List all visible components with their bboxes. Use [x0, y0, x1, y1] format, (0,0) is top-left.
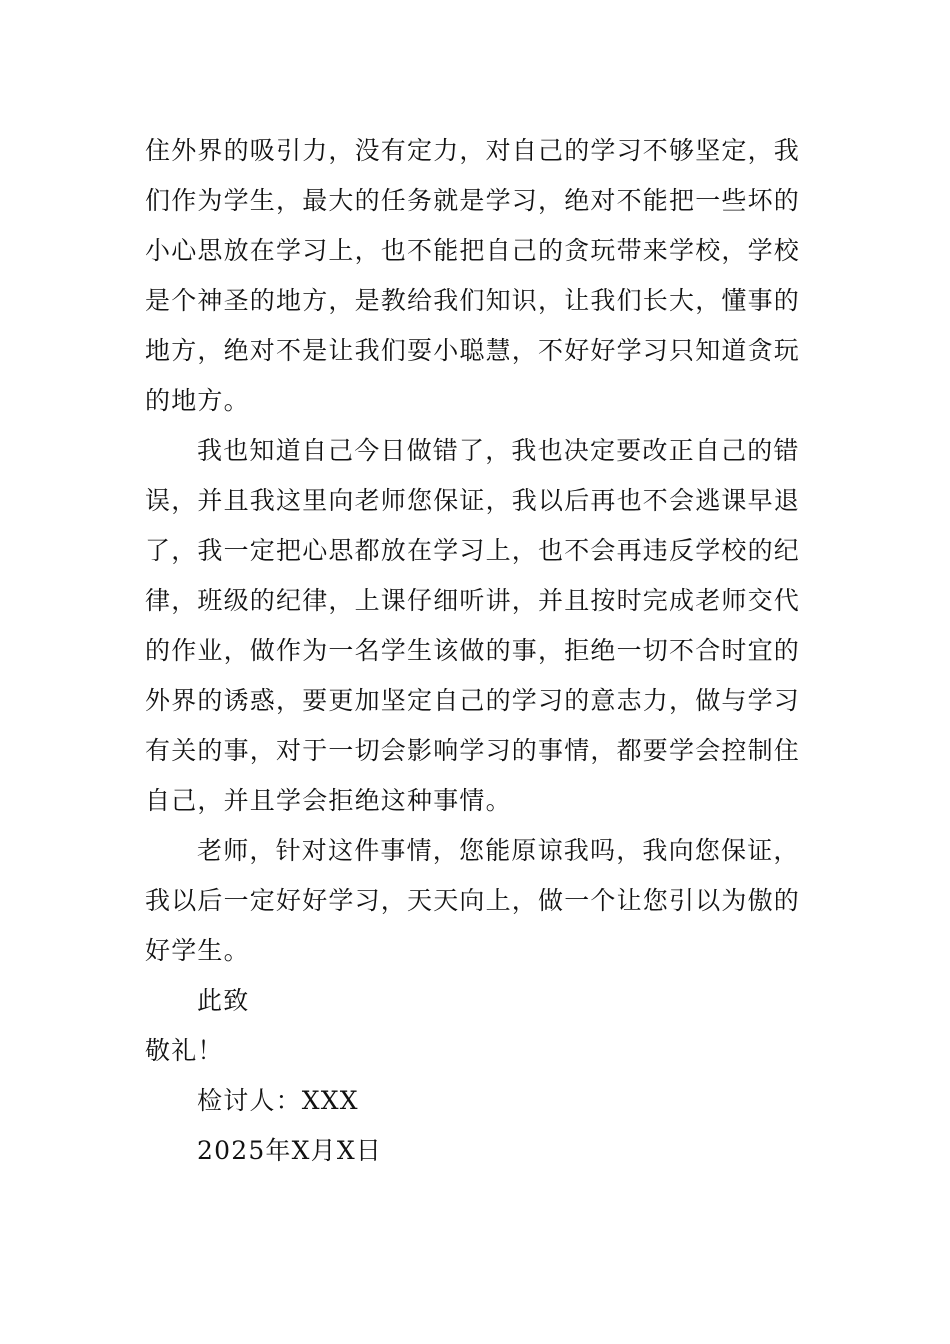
text-line: 了，我一定把心思都放在学习上，也不会再违反学校的纪 [145, 536, 801, 565]
text-line: 们作为学生，最大的任务就是学习，绝对不能把一些坏的 [145, 186, 801, 215]
paragraph-closing [145, 826, 817, 976]
letter-body [145, 126, 817, 1176]
text-line: 是个神圣的地方，是教给我们知识，让我们长大，懂事的 [145, 286, 801, 315]
text-line: 老师，针对这件事情，您能原谅我吗，我向您保证， [197, 836, 800, 865]
text-line: 外界的诱惑，要更加坚定自己的学习的意志力，做与学习 [145, 686, 801, 715]
text-line: 小心思放在学习上，也不能把自己的贪玩带来学校，学校 [145, 236, 801, 265]
text-line: 的作业，做作为一名学生该做的事，拒绝一切不合时宜的 [145, 636, 801, 665]
text-line: 自己，并且学会拒绝这种事情。 [145, 786, 512, 815]
text-line: 地方，绝对不是让我们耍小聪慧，不好好学习只知道贪玩 [145, 336, 801, 365]
text-line: 的地方。 [145, 386, 250, 415]
text-line: 误，并且我这里向老师您保证，我以后再也不会逃课早退 [145, 486, 801, 515]
text-line: 律，班级的纪律，上课仔细听讲，并且按时完成老师交代 [145, 586, 801, 615]
text-line: 好学生。 [145, 936, 250, 965]
text-line: 我以后一定好好学习，天天向上，做一个让您引以为傲的 [145, 886, 801, 915]
text-line: 我也知道自己今日做错了，我也决定要改正自己的错 [197, 436, 800, 465]
salutation-line-2: 敬礼！ [145, 1036, 224, 1065]
text-line: 有关的事，对于一切会影响学习的事情，都要学会控制住 [145, 736, 801, 765]
text-line: 住外界的吸引力，没有定力，对自己的学习不够坚定，我 [145, 136, 801, 165]
signature-line: 检讨人：XXX [197, 1086, 359, 1115]
paragraph-promise [145, 426, 817, 826]
salutation-line-1: 此致 [197, 986, 250, 1015]
paragraph-continuation [145, 126, 817, 426]
date-line: 2025年X月X日 [197, 1136, 383, 1165]
